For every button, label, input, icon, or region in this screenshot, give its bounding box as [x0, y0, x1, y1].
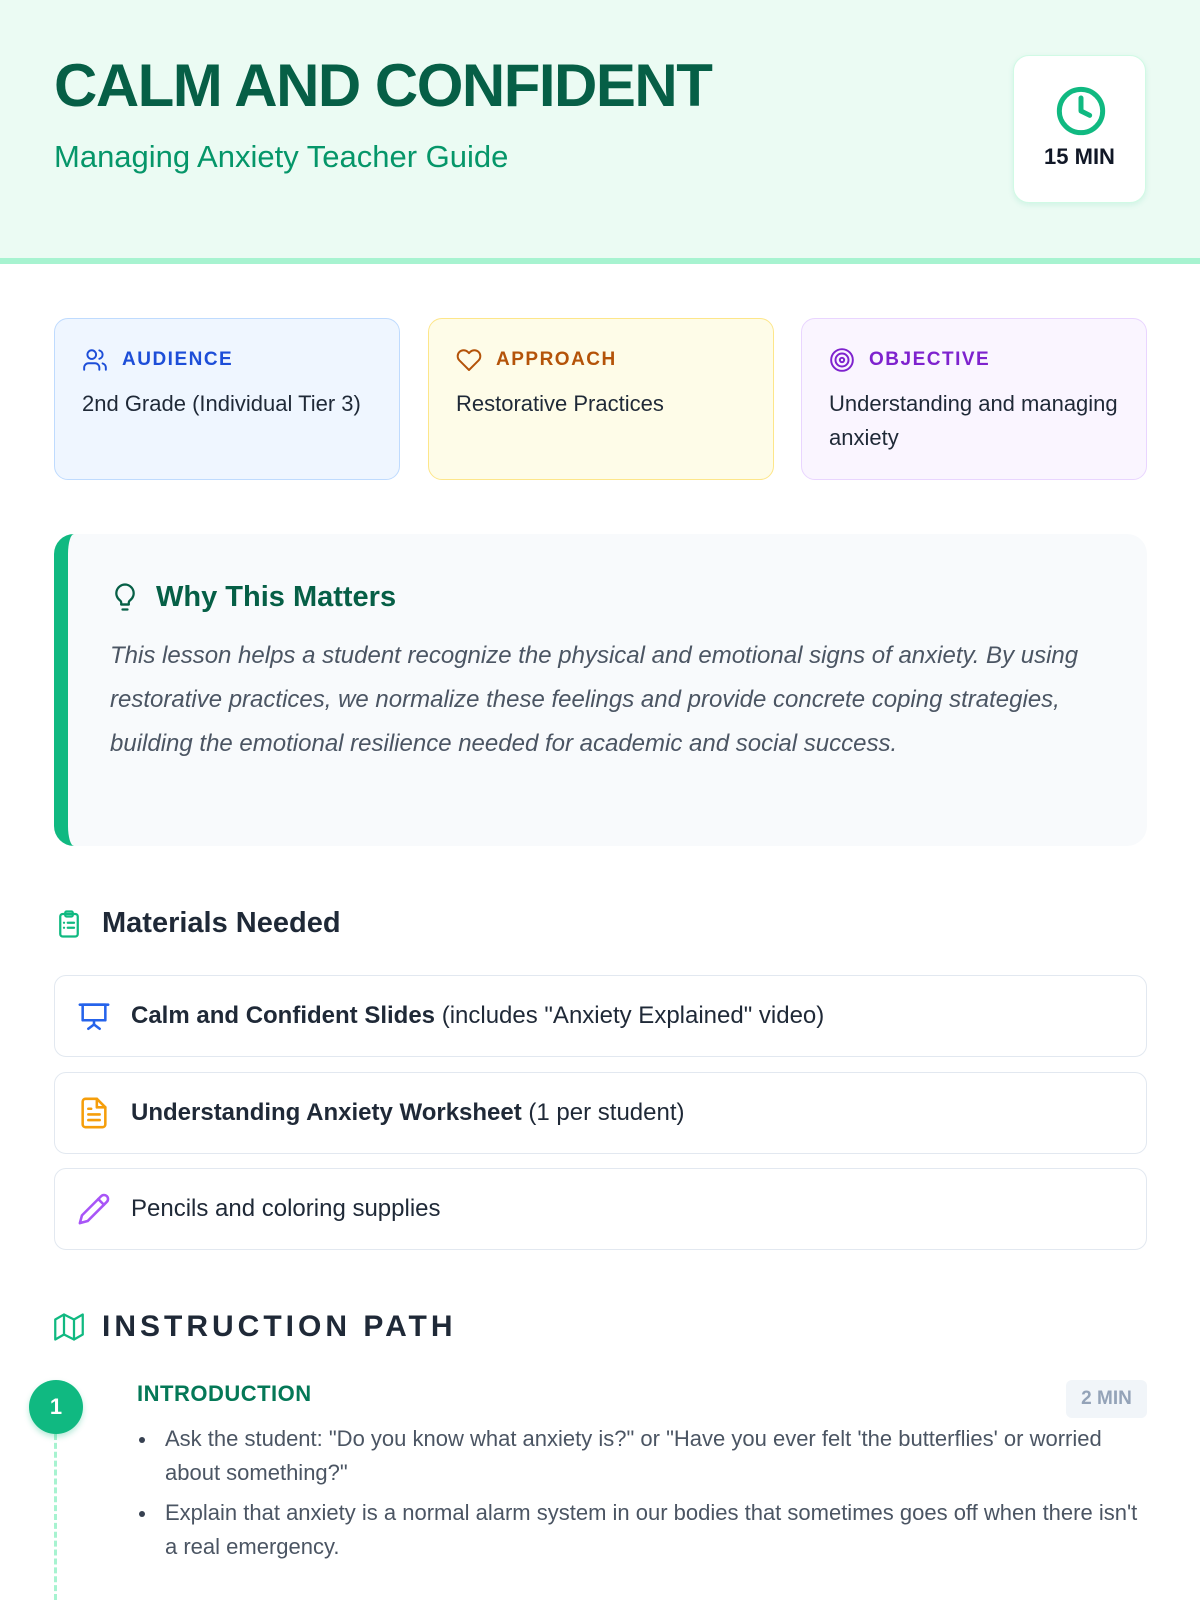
step-title: INTRODUCTION [137, 1381, 312, 1406]
step-bullet-list [137, 1422, 1147, 1570]
duration-card [1013, 55, 1146, 203]
instruction-path-title: INSTRUCTION PATH [102, 1310, 457, 1343]
material-name: Understanding Anxiety Worksheet [131, 1099, 522, 1126]
presentation-icon [77, 999, 111, 1033]
material-item-worksheet [54, 1072, 1147, 1154]
materials-title: Materials Needed [102, 907, 341, 939]
why-text: This lesson helps a student recognize the physical and emotional signs of anxiety. By using restorative practices, we normalize these feelings and provide concrete coping strategies, building the emotional resilience needed for academic and social success. [110, 642, 1079, 757]
step-bullet: Explain that anxiety is a normal alarm system in our bodies that sometimes goes off when there isn't a real emergency. [137, 1496, 1147, 1564]
step-connector-line [54, 1434, 57, 1600]
material-detail: Pencils and coloring supplies [131, 1195, 441, 1222]
step-bullet: Ask the student: "Do you know what anxiety is?" or "Have you ever felt 'the butterflies' or worried about something?" [137, 1422, 1147, 1490]
step-number-badge: 1 [29, 1380, 83, 1434]
audience-card [54, 318, 400, 480]
objective-value: Understanding and managing anxiety [829, 391, 1118, 450]
why-this-matters-box [54, 534, 1147, 846]
approach-label: APPROACH [496, 349, 617, 370]
step-time-badge: 2 MIN [1066, 1380, 1147, 1418]
heart-icon [456, 347, 482, 373]
material-name: Calm and Confident Slides [131, 1002, 436, 1029]
clock-icon [1055, 85, 1107, 137]
document-icon [77, 1096, 111, 1130]
audience-value: 2nd Grade (Individual Tier 3) [82, 391, 361, 416]
page-title: CALM AND CONFIDENT [54, 52, 712, 119]
page-subtitle: Managing Anxiety Teacher Guide [54, 139, 509, 174]
instruction-path-heading [54, 1310, 457, 1344]
approach-value: Restorative Practices [456, 391, 664, 416]
approach-card [428, 318, 774, 480]
materials-heading [54, 907, 341, 940]
header-banner [0, 0, 1200, 264]
material-item-pencils [54, 1168, 1147, 1250]
map-icon [54, 1312, 84, 1342]
material-detail: (includes "Anxiety Explained" video) [435, 1002, 825, 1029]
users-icon [82, 347, 108, 373]
lightbulb-icon [110, 582, 140, 612]
why-title: Why This Matters [156, 580, 397, 613]
material-detail: (1 per student) [521, 1099, 685, 1126]
audience-label: AUDIENCE [122, 349, 234, 370]
material-item-slides [54, 975, 1147, 1057]
duration-label: 15 MIN [1044, 144, 1115, 169]
pencil-icon [77, 1192, 111, 1226]
clipboard-icon [54, 909, 84, 939]
objective-label: OBJECTIVE [869, 349, 991, 370]
objective-card [801, 318, 1147, 480]
target-icon [829, 347, 855, 373]
